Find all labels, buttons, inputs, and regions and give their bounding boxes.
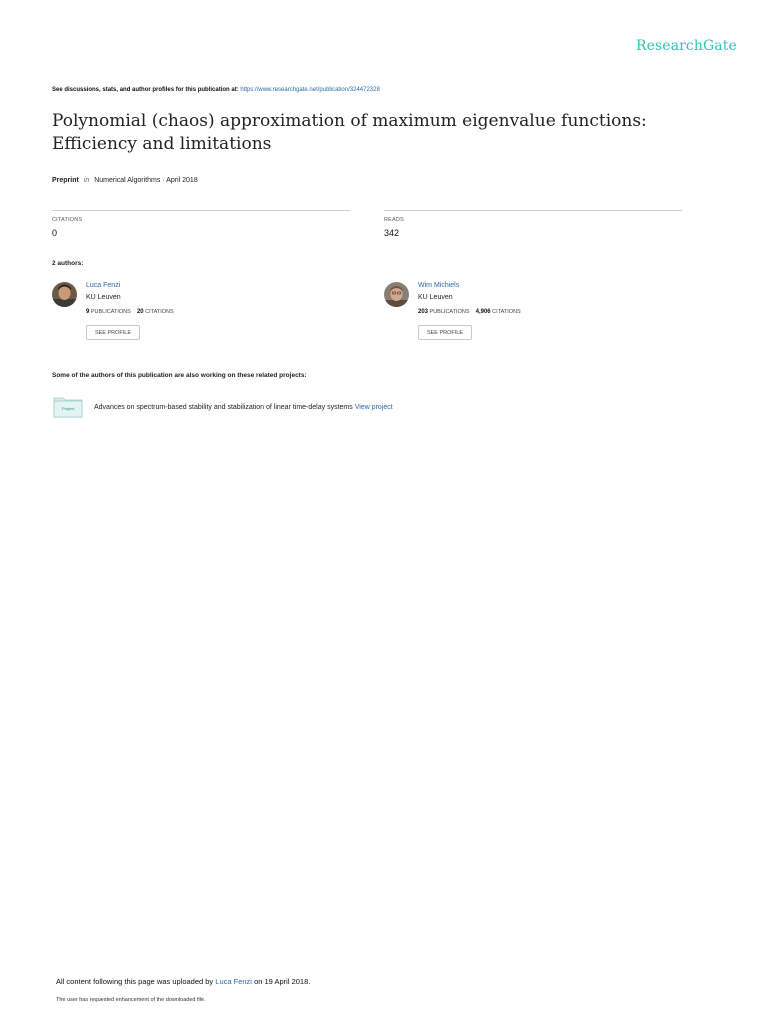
uploader-link[interactable]: Luca Fenzi	[215, 977, 252, 986]
author-institution: KU Leuven	[86, 294, 121, 301]
citations-label: CITATIONS	[145, 309, 174, 315]
citations-count: 4,906	[475, 309, 491, 315]
author-stats	[86, 309, 174, 315]
person-photo-icon	[52, 282, 77, 307]
title-line-1: Polynomial (chaos) approximation of maximum eigenvalue functions:	[52, 111, 647, 131]
citations-value: 0	[52, 228, 58, 238]
upload-suffix: on 19 April 2018.	[254, 977, 311, 986]
reads-value: 342	[384, 228, 400, 238]
author-name-link[interactable]: Luca Fenzi	[86, 282, 121, 289]
person-photo-icon	[384, 282, 409, 307]
citations-label: CITATIONS	[52, 217, 83, 223]
project-icon-label: Project	[62, 406, 75, 411]
see-profile-button[interactable]: SEE PROFILE	[418, 325, 472, 340]
author-name-link[interactable]: Wim Michiels	[418, 282, 460, 289]
author-stats	[418, 309, 521, 315]
author-institution: KU Leuven	[418, 294, 453, 301]
divider	[52, 210, 350, 211]
view-project-link[interactable]: View project	[354, 404, 393, 411]
upload-prefix: All content following this page was uploaded by	[56, 977, 214, 986]
publication-type: Preprint	[52, 177, 79, 184]
citations-label: CITATIONS	[492, 309, 521, 315]
intro-text: See discussions, stats, and author profiles for this publication at:	[52, 87, 239, 93]
in-word: in	[83, 177, 90, 184]
page-title	[52, 110, 692, 156]
publications-label: PUBLICATIONS	[90, 309, 131, 315]
related-project-item	[94, 404, 393, 411]
publications-label: PUBLICATIONS	[429, 309, 470, 315]
publication-date: · April 2018	[162, 177, 198, 184]
upload-notice	[56, 977, 310, 986]
divider	[384, 210, 682, 211]
see-profile-button[interactable]: SEE PROFILE	[86, 325, 140, 340]
publication-meta	[52, 177, 198, 184]
avatar[interactable]	[52, 282, 77, 307]
avatar[interactable]	[384, 282, 409, 307]
title-line-2: Efficiency and limitations	[52, 134, 272, 154]
researchgate-logo[interactable]: ResearchGate	[636, 38, 737, 54]
authors-label: 2 authors:	[52, 260, 84, 267]
citations-count: 20	[136, 309, 144, 315]
publication-url-link[interactable]: https://www.researchgate.net/publication/324472328	[240, 87, 380, 93]
project-title: Advances on spectrum-based stability and stabilization of linear time-delay systems	[94, 404, 353, 411]
reads-label: READS	[384, 217, 404, 223]
publications-count: 203	[418, 309, 429, 315]
journal-name: Numerical Algorithms	[94, 177, 161, 184]
publication-intro	[52, 87, 380, 93]
project-icon	[53, 396, 83, 418]
enhancement-note: The user has requested enhancement of the downloaded file.	[56, 997, 206, 1003]
publications-count: 9	[86, 309, 90, 315]
related-projects-label: Some of the authors of this publication are also working on these related projects:	[52, 372, 307, 379]
